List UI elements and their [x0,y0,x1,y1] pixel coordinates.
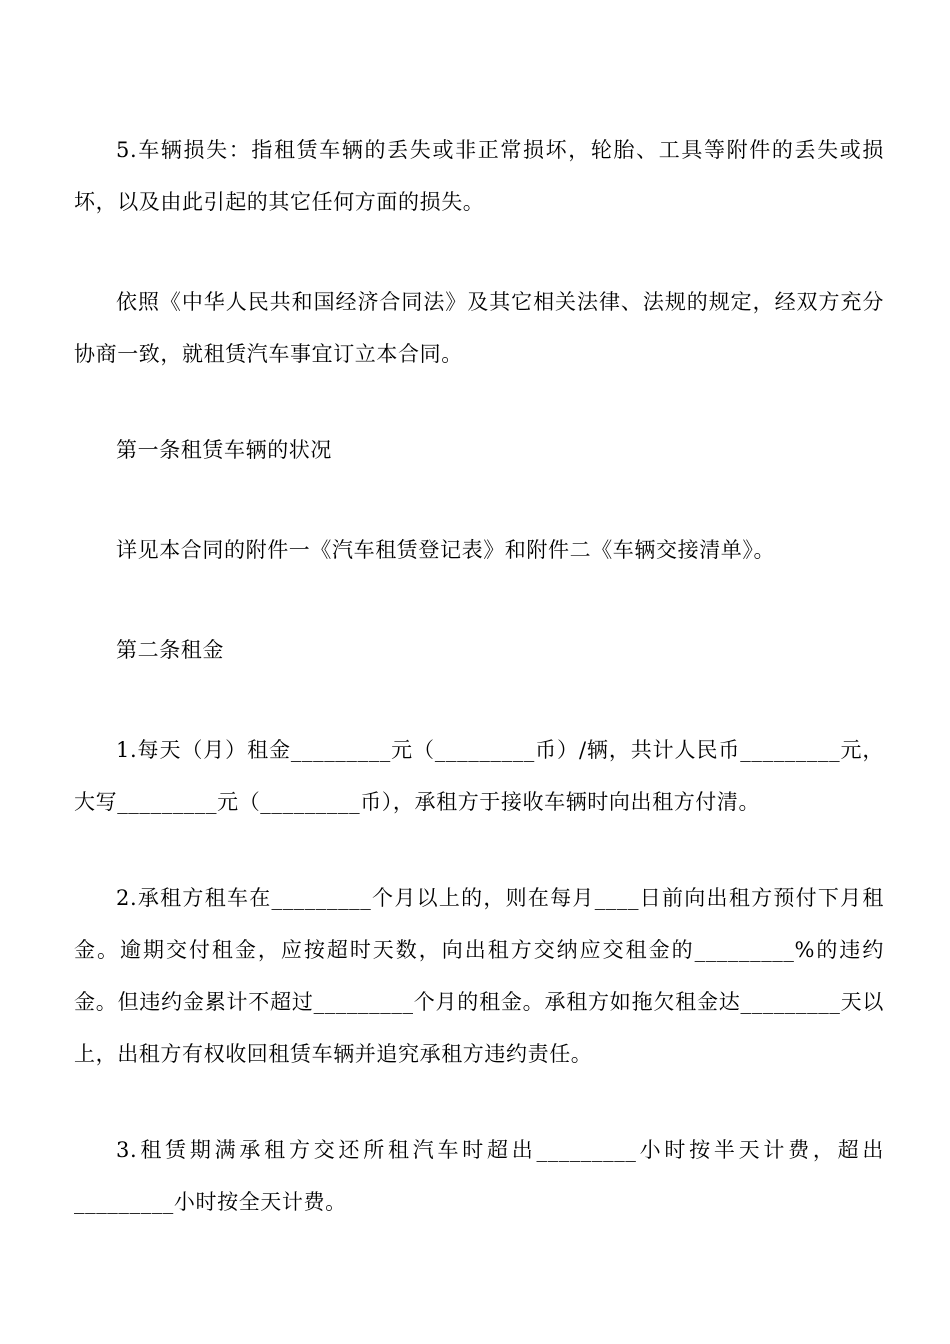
paragraph-rent-3: 3.租赁期满承租方交还所租汽车时超出_________小时按半天计费，超出_________小时按全天计费。 [74,1138,884,1214]
paragraph-rent-2: 2.承租方租车在_________个月以上的，则在每月____日前向出租方预付下月租金。逾期交付租金，应按超时天数，向出租方交纳应交租金的_________%的违约金。但违约金累计不超过_________个月的租金。承租方如拖欠租金达_________天以上，出租方有权收回租赁车辆并追究承租方违约责任。 [74,886,884,1066]
article-2-heading: 第二条租金 [116,638,224,662]
article-1-heading: 第一条租赁车辆的状况 [116,438,332,462]
paragraph-vehicle-loss: 5.车辆损失：指租赁车辆的丢失或非正常损坏，轮胎、工具等附件的丢失或损坏，以及由此引起的其它任何方面的损失。 [74,138,884,214]
paragraph-rent-1: 1.每天（月）租金_________元（_________币）/辆，共计人民币_________元，大写_________元（_________币），承租方于接收车辆时向出租方付清。 [74,738,884,814]
paragraph-legal-basis: 依照《中华人民共和国经济合同法》及其它相关法律、法规的规定，经双方充分协商一致，就租赁汽车事宜订立本合同。 [74,290,884,366]
paragraph-attachments: 详见本合同的附件一《汽车租赁登记表》和附件二《车辆交接清单》。 [116,538,776,562]
